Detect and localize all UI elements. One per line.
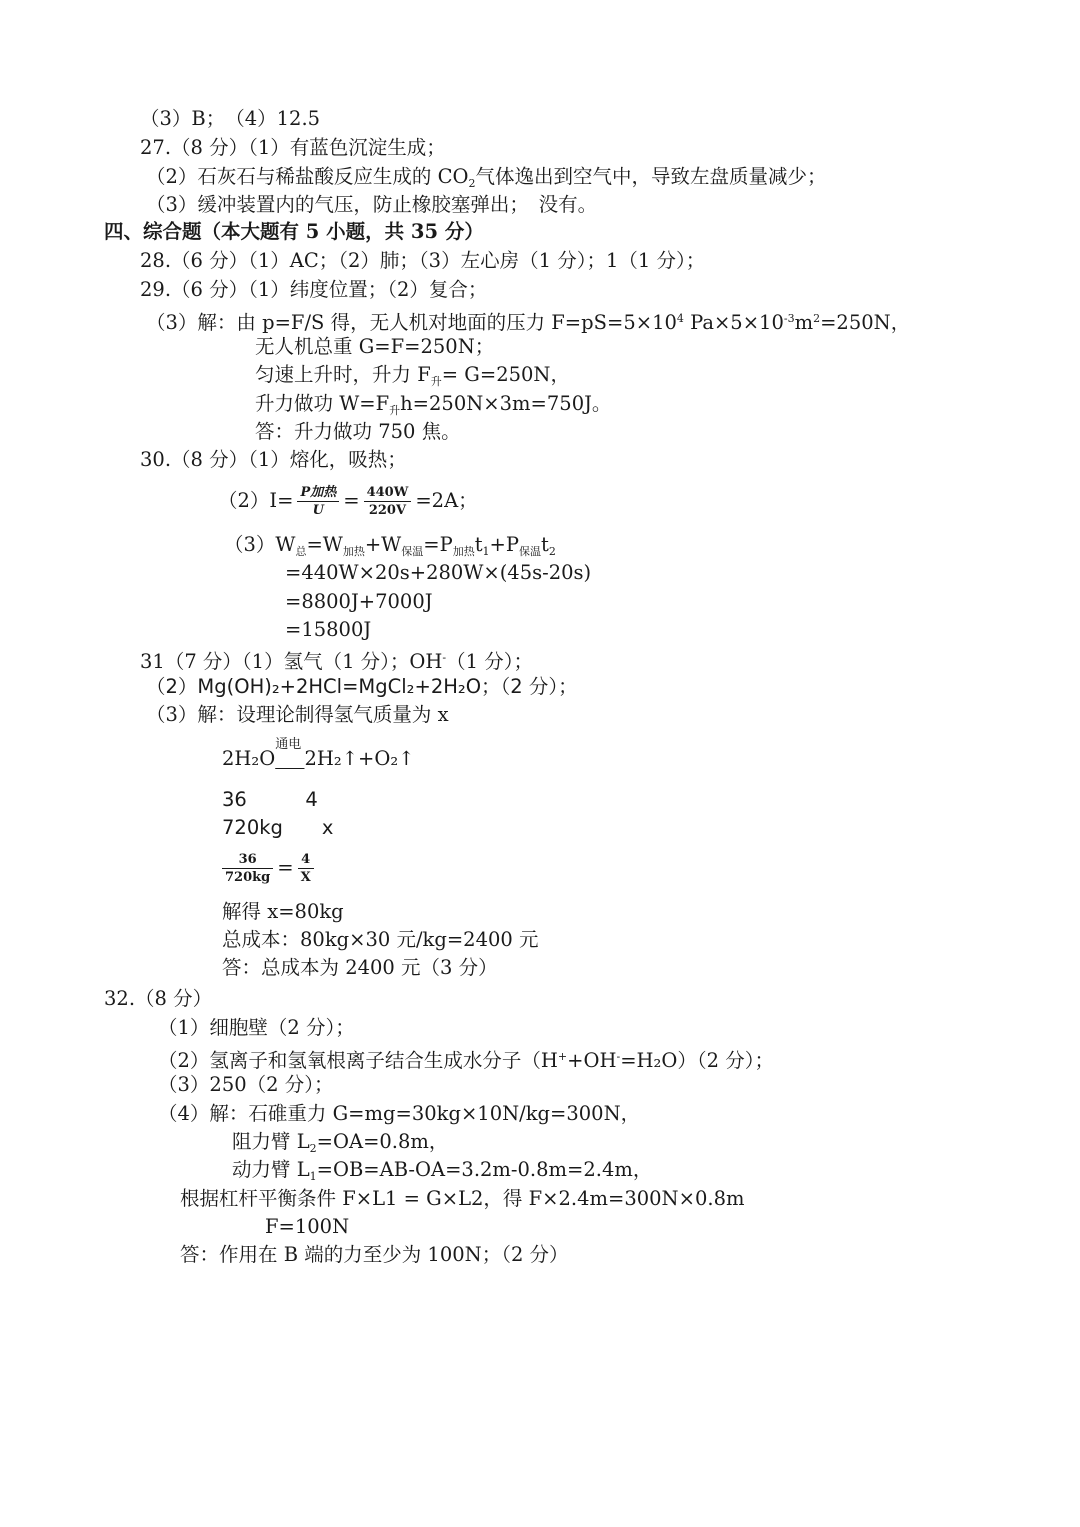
- electrolysis-equation: 2H₂O 通电 2H₂↑+O₂↑: [222, 737, 415, 770]
- answer-29-weight: 无人机总重 G=F=250N；: [255, 335, 495, 358]
- ratio-row-molar: 36 4: [222, 788, 318, 811]
- answer-32-lever-balance: 根据杠杆平衡条件 F×L1 = G×L2，得 F×2.4m=300N×0.8m: [180, 1187, 745, 1210]
- answer-31-part-2-equation: （2）Mg(OH)₂+2HCl=MgCl₂+2H₂O；（2 分）；: [146, 675, 578, 698]
- answer-30-part-2-current: （2）I= $\frac{\text{P加热}}{U}$ = $\frac{440W}{220V}$ =2A；: [218, 485, 478, 518]
- answer-32-part-3: （3）250（2 分）；: [158, 1073, 334, 1096]
- answer-29-part-3-pressure: （3）解：由 p=F/S 得，无人机对地面的压力 $F=pS=5\times 10^4$ $Pa\times 5\times 10^{-3}m^2=250N$，: [146, 311, 911, 334]
- answer-27-part-2: （2）石灰石与稀盐酸反应生成的 $CO_2$气体逸出到空气中，导致左盘质量减少；: [146, 165, 827, 190]
- answer-30-calc-step-1: =440W×20s+280W×(45s-20s): [285, 561, 592, 584]
- answer-31-part-1: 31（7 分）（1）氢气（1 分）；OH-（1 分）；: [140, 650, 533, 673]
- answer-29-lift-force: 匀速上升时，升力 $F_升= G=250N$，: [255, 363, 570, 388]
- answer-29-work: 升力做功 $W=F_升h=250N\times 3m=750J$。: [255, 392, 612, 417]
- answer-32-conclusion: 答：作用在 B 端的力至少为 100N；（2 分）: [180, 1243, 569, 1266]
- answer-30-part-3-energy: $(3)W_总=W_{加热}+W_{保温}=P_{加热}t_1+P_{保温}t_2$: [224, 533, 556, 558]
- answer-31-total-cost: 总成本：80kg×30 元/kg=2400 元: [222, 928, 539, 951]
- answer-32-header: 32.（8 分）: [104, 987, 213, 1010]
- answer-32-effort-arm: 动力臂 $L_1=OB=AB-OA=3.2m-0.8m=2.4m$，: [232, 1158, 653, 1183]
- answer-27-part-1: 27.（8 分）（1）有蓝色沉淀生成；: [140, 136, 446, 159]
- answer-29-parts-1-2: 29.（6 分）（1）纬度位置；（2）复合；: [140, 278, 488, 301]
- answer-27-part-3: （3）缓冲装置内的气压，防止橡胶塞弹出； 没有。: [146, 193, 598, 216]
- ratio-row-mass: 720kg x: [222, 816, 334, 839]
- answer-32-force-result: F=100N: [265, 1215, 350, 1238]
- answer-30-calc-step-2: =8800J+7000J: [285, 590, 433, 613]
- answer-30-calc-result: =15800J: [285, 618, 372, 641]
- answer-29-conclusion: 答：升力做功 750 焦。: [255, 420, 461, 443]
- answer-26-parts-3-4: （3）B； （4）12.5: [140, 107, 321, 130]
- section-heading-comprehensive: 四、综合题（本大题有 5 小题，共 35 分）: [104, 220, 484, 243]
- answer-30-part-1: 30.（8 分）（1）熔化，吸热；: [140, 448, 407, 471]
- answer-31-solution: 解得 x=80kg: [222, 900, 344, 923]
- answer-32-part-4-gravity: （4）解：石碓重力 G=mg=30kg×10N/kg=300N，: [158, 1102, 641, 1125]
- answer-31-conclusion: 答：总成本为 2400 元（3 分）: [222, 956, 498, 979]
- answer-31-part-3-setup: （3）解：设理论制得氢气质量为 x: [146, 703, 449, 726]
- answer-32-part-2: （2）氢离子和氢氧根离子结合生成水分子（H++OH-=H₂O）（2 分）；: [158, 1049, 774, 1072]
- proportion-equation: $\frac{36}{720kg}$ = $\frac{4}{X}$: [218, 845, 318, 891]
- answer-32-resistance-arm: 阻力臂 $L_2=OA=0.8m$，: [232, 1130, 449, 1155]
- answer-32-part-1: （1）细胞壁（2 分）；: [158, 1016, 355, 1039]
- answer-28: 28.（6 分）（1）AC；（2）肺；（3）左心房（1 分）；1（1 分）；: [140, 249, 706, 272]
